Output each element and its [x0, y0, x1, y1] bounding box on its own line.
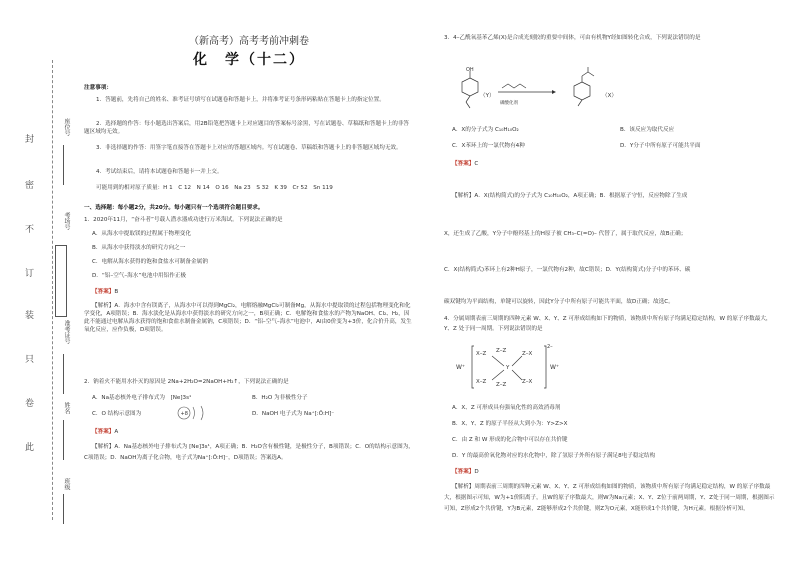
svg-text:X–Z: X–Z [476, 379, 487, 385]
seal-char: 订 [25, 269, 35, 279]
q1-option: A．从海水中提取镁的过程属于物理变化 [92, 231, 191, 237]
reaction-condition: 磷酸化剂 [500, 101, 518, 106]
q2-explanation: 【解析】A．Na基态核外电子排布式为 [Ne]3s¹，A项正确；B．H₂O含有极性键，是极性分子，B项错误；C．O的结构示意图为，C项错误；D．NaOH为离子化合物，电子式为Na⁺[:Ö:H]⁻，D项错误；答案选A。 [84, 444, 414, 461]
seat-number-line [63, 145, 64, 185]
subject-title: 化 学（十二） [193, 52, 305, 68]
name-line [63, 420, 64, 460]
note-item: 2．选择题的作答：每小题选出答案后，用2B铅笔把答题卡上对应题目的答案标号涂黑，写在试题卷、草稿纸和答题卡上的非答题区域均无效。 [84, 121, 410, 135]
answer-value: C [474, 161, 479, 167]
q2-stem: 2．钠着火不能用水扑灭的原因是 2Na+2H₂O=2NaOH+H₂↑，下列说法正确的是 [84, 379, 289, 385]
q3-option: D．Y分子中所有原子可能共平面 [620, 143, 701, 149]
svg-text:Z–Z: Z–Z [496, 348, 507, 354]
q3-option: C．X苯环上的一氯代物有4种 [452, 143, 525, 149]
cut-line [52, 60, 53, 520]
seal-char: 此 [25, 443, 35, 453]
q2-option: D．NaOH 电子式为 Na⁺[:Ö:H]⁻ [252, 411, 335, 417]
svg-text:X–Z: X–Z [476, 351, 487, 357]
seal-char: 不 [25, 225, 35, 235]
q1-option: B．从海水中获得淡水的研究方向之一 [92, 245, 186, 251]
q4-option: A．X、Z 可形成具有强氧化性的高效消毒剂 [452, 405, 561, 411]
seat-number-label: 座位号 [63, 118, 70, 136]
class-label: 班级 [63, 478, 70, 490]
note-item: 3．非选择题的作答：用签字笔直接答在答题卡上对应的答题区域内。写在试题卷、草稿纸和答题卡上的非答题区域均无效。 [96, 145, 402, 151]
name-label: 姓名 [63, 402, 70, 414]
seal-char: 封 [25, 135, 35, 145]
binding-margin [0, 0, 80, 562]
q3-explanation: C．X(结构简式)苯环上有2种H原子，一氯代物有2种，故C错误；D．Y(结构简式)分子中的苯环、碳 [444, 267, 691, 273]
q3-option: A．X的分子式为 C₁₀H₁₀O₂ [452, 127, 519, 133]
q1-explanation: 【解析】A．海水中含有镁离子，从海水中可以得到MgCl₂，电解熔融MgCl₂可制备Mg，从海水中提取镁的过程包括物理变化和化学变化，A项错误；B．海水淡化是从海水中获得淡水的研究方向之一，B项正确；C．电解饱和食盐水的产物为NaOH、Cl₂、H₂，因此不能通过电解从海水获得的饱和食盐水制备金属钠，C项错误；D．“铝–空气–海水”电池中，Al由0价变为+3价，化合价升高，发生氧化反应，应作负极，D项错误。 [84, 303, 412, 333]
seal-char: 装 [25, 311, 35, 321]
svg-text:Z–X: Z–X [522, 351, 533, 357]
svg-text:+8: +8 [180, 411, 188, 417]
q3-stem: 3．4–乙酰氧基苯乙烯(X)是合成光刻胶的重要中间体，可由有机物Y经如图转化合成，下列说法错误的是 [444, 35, 701, 41]
svg-text:W⁺: W⁺ [550, 364, 560, 371]
q1-answer [92, 288, 422, 296]
compound-structure [456, 340, 566, 394]
q4-explanation: 【解析】周期表前三周期的四种元素 W、X、Y、Z 可形成结构如图的物质，该物质中所有原子均满足稳定结构，W 的原子序数最大，根据图示可知，W为+1价阳离子，且W的原子序数最大，则W为Na元素；X、Y、Z位于前两周期，Y、Z处于同一周期，根据图示可知，Z形成2个共价键，Y为B元素，Z能够形成2个共价键，则Z为O元素，X能形成1个共价键，为H元素。根据分析可知， [444, 484, 775, 512]
svg-text:Y: Y [506, 365, 510, 371]
answer-label: 【答案】 [452, 469, 475, 475]
q3-answer [452, 160, 784, 168]
q3-explanation: 【解析】A．X(结构简式)的分子式为 C₁₀H₁₀O₂，A项正确；B．根据原子守恒，反应物除了生成 [452, 193, 688, 199]
exam-title: （新高考）高考考前冲刺卷 [189, 36, 309, 47]
seal-char: 卷 [25, 399, 35, 409]
svg-text:Z–X: Z–X [522, 379, 533, 385]
q2-option: B．H₂O 为非极性分子 [252, 395, 308, 401]
answer-label: 【答案】 [92, 429, 115, 435]
svg-text:Z–Z: Z–Z [496, 382, 507, 388]
q4-option: D．Y 的最高价氧化物对应的水化物中，除了氢原子外所有原子满足8电子稳定结构 [452, 453, 656, 459]
svg-text:OH: OH [466, 67, 474, 73]
svg-text:W⁺: W⁺ [456, 364, 466, 371]
answer-value: D [474, 469, 479, 475]
answer-value: B [114, 289, 119, 295]
q2-option: A．Na基态核外电子排布式为 [Ne]3s¹ [92, 395, 192, 401]
note-item: 1．答题前，先将自己的姓名、准考证号填写在试题卷和答题卡上，并将准考证号条形码粘贴在答题卡上的指定位置。 [96, 97, 385, 103]
q1-option: C．电解从海水获得的饱和食盐水可制备金属钠 [92, 259, 208, 265]
q3-explanation: 碳双键均为平面结构，单键可以旋转，因此Y分子中所有原子可能共平面，故D正确；故选C。 [444, 299, 674, 305]
seal-char: 只 [25, 355, 35, 365]
answer-value: A [114, 429, 119, 435]
note-item: 4．考试结束后，请将本试题卷和答题卡一并上交。 [96, 169, 223, 175]
class-line [63, 494, 64, 524]
q4-answer [452, 468, 784, 476]
ticket-number-line [63, 354, 64, 394]
oxygen-structure-diagram [176, 404, 212, 422]
q1-stem: 1．2020年11月，“奋斗者”号载人潜水器成功进行万米海试。下列说法正确的是 [84, 217, 283, 223]
answer-label: 【答案】 [92, 289, 115, 295]
section-heading: 一、选择题：每小题2分，共20分。每小题只有一个选项符合题目要求。 [84, 205, 264, 211]
svg-text:2–: 2– [547, 344, 553, 350]
answer-label: 【答案】 [452, 161, 475, 167]
q1-option: D．“铝–空气–海水”电池中用铝作正极 [92, 273, 187, 279]
q3-option: B．该反应为取代反应 [620, 127, 675, 133]
seal-char: 密 [25, 181, 35, 191]
q4-option: B．X、Y、Z 的原子半径从大到小为：Y>Z>X [452, 421, 568, 427]
reaction-y-label: （Y） [480, 93, 495, 99]
ticket-number-label: 准考证号 [63, 320, 70, 344]
q2-option: C．O 结构示意图为 [92, 411, 142, 417]
q4-stem: 4．分属周期表前三周期的四种元素 W、X、Y、Z 可形成结构如下的物质，该物质中所有原子均满足稳定结构，W 的原子序数最大，Y、Z 处于同一周期。下列说法错误的是 [444, 316, 772, 332]
q2-answer [92, 428, 422, 436]
q3-explanation: X，还生成了乙酸，Y分子中酚羟基上的H原子被 CH₃–C(=O)– 代替了，属于取代反应，故B正确； [444, 231, 687, 237]
q4-option: C．由 Z 和 W 形成的化合物中可以存在共价键 [452, 437, 568, 443]
exam-room-box [55, 245, 67, 317]
atomic-masses: 可能用到的相对原子质量：H 1 C 12 N 14 O 16 Na 23 S 32 K 39 Cr 52 Sn 119 [96, 185, 333, 191]
notes-heading: 注意事项： [84, 85, 112, 91]
exam-room-label: 考场号 [63, 212, 70, 230]
reaction-x-label: （X） [602, 93, 618, 99]
